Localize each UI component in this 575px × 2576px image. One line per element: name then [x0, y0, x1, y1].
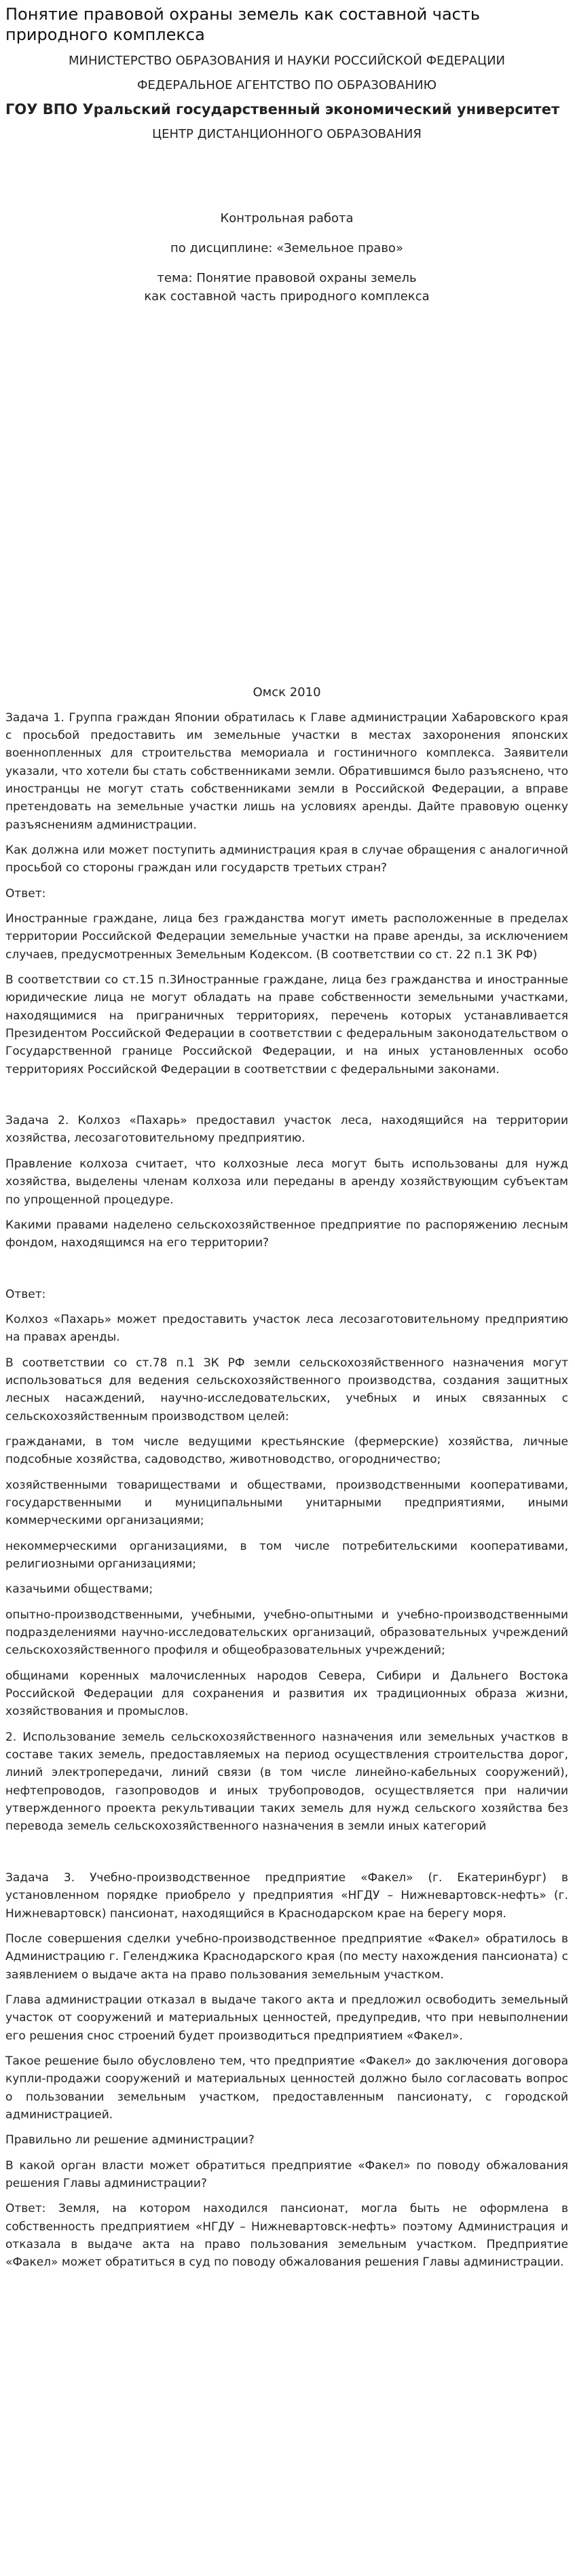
ministry-name: МИНИСТЕРСТВО ОБРАЗОВАНИЯ И НАУКИ РОССИЙСКОЙ ФЕДЕРАЦИИ — [68, 54, 505, 68]
task-3-section — [5, 1869, 568, 2272]
task-2-answer-2: В соответствии со ст.78 п.1 ЗК РФ земли сельскохозяйственного назначения могут использоваться для ведения сельскохозяйственного производства, создания защитных лесных насаждений, научно-исследовательских, учебных и иных связанных с сельскохозяйственным производством целей: — [5, 1356, 568, 1423]
discipline: по дисциплине: «Земельное право» — [170, 240, 403, 255]
topic — [5, 269, 568, 306]
task-2-answer-1: Колхоз «Пахарь» может предоставить участок леса лесозаготовительному предприятию на правах аренды. — [5, 1312, 568, 1345]
task-2-list-item: казачьими обществами; — [5, 1582, 153, 1597]
title-page — [5, 52, 568, 702]
task-2-list-item: некоммерческими организациями, в том числе потребительскими кооперативами, религиозными организациями; — [5, 1539, 568, 1571]
task-1-question: Как должна или может поступить администрация края в случае обращения с аналогичной просьбой со стороны граждан или государств третьих стран? — [5, 843, 568, 875]
task-2-text: Задача 2. Колхоз «Пахарь» предоставил участок леса, находящийся на территории хозяйства, лесозаготовительному предприятию. — [5, 1114, 568, 1146]
task-2-list-item: общинами коренных малочисленных народов Севера, Сибири и Дальнего Востока Российской Федерации для сохранения и развития их традиционных образа жизни, хозяйствования и промыслов. — [5, 1669, 568, 1719]
agency-name: ФЕДЕРАЛЬНОЕ АГЕНТСТВО ПО ОБРАЗОВАНИЮ — [136, 77, 437, 92]
task-3-paragraph: Глава администрации отказал в выдаче такого акта и предложил освободить земельный участок от сооружений и материальных ценностей, предупредив, что при невыполнении его решения снос строений будет производиться предприятием «Факел». — [5, 1993, 568, 2043]
task-2-section — [5, 1112, 568, 1836]
spacer — [5, 1086, 568, 1112]
task-2-list-item: хозяйственными товариществами и обществами, производственными кооперативами, государственными и муниципальными унитарными предприятиями, иными коммерческими организациями; — [5, 1478, 568, 1528]
task-1-answer-2: В соответствии со ст.15 п.3Иностранные граждане, лица без гражданства и иностранные юридические лица не могут обладать на праве собственности земельными участками, находящимися на приграничных территориях, перечень которых устанавливается Президентом Российской Федерации в соответствии с федеральным законодательством о Государственной границе Российской Федерации, и на иных установленных особо территориях Российской Федерации в соответствии с федеральными законами. — [5, 973, 568, 1076]
task-1-section — [5, 709, 568, 1079]
task-3-text: Задача 3. Учебно-производственное предприятие «Факел» (г. Екатеринбург) в установленном порядке приобрело у предприятия «НГДУ – Нижневартовск-нефть» (г. Нижневартовск) пансионат, находящийся в Краснодарском крае на берегу моря. — [5, 1870, 568, 1921]
task-1-text: Задача 1. Группа граждан Японии обратилась к Главе администрации Хабаровского края с просьбой предоставить им земельные участки в местах захоронения японских военнопленных для строительства мемориала и гостиничного комплекса. Заявители указали, что хотели бы стать собственниками земли. Обратившимся было разъяснено, что иностранцы не могут стать собственниками земли в Российской Федерации, а вправе претендовать на земельные участки лишь на условиях аренды. Дайте правовую оценку разъяснениям администрации. — [5, 710, 568, 832]
topic-line-2: как составной часть природного комплекса — [144, 289, 430, 304]
document-title: Понятие правовой охраны земель как составной часть природного комплекса — [5, 5, 480, 44]
city-year: Омск 2010 — [253, 685, 321, 700]
spacer — [5, 1260, 568, 1286]
task-3-question-1: Правильно ли решение администрации? — [5, 2133, 255, 2147]
task-2-list-item: гражданами, в том числе ведущими крестьянские (фермерские) хозяйства, личные подсобные хозяйства, садоводство, животноводство, огородничество; — [5, 1434, 568, 1467]
task-2-question: Какими правами наделено сельскохозяйственное предприятие по распоряжению лесным фондом, находящимся на его территории? — [5, 1218, 568, 1250]
university-name: ГОУ ВПО Уральский государственный экономический университет — [5, 101, 560, 117]
work-title-block — [5, 209, 568, 306]
task-1-answer-1: Иностранные граждане, лица без гражданства могут иметь расположенные в пределах территории Российской Федерации земельные участки на праве аренды, за исключением случаев, предусмотренных Земельным Кодексом. (В соответствии со ст. 22 п.1 ЗК РФ) — [5, 912, 568, 962]
spacer — [5, 1843, 568, 1869]
document-page — [0, 4, 575, 2272]
task-2-list-item: опытно-производственными, учебными, учебно-опытными и учебно-производственными подразделениями научно-исследовательских организаций, образовательных учреждений сельскохозяйственного профиля и общеобразовательных учреждений; — [5, 1608, 568, 1658]
task-3-paragraph: После совершения сделки учебно-производственное предприятие «Факел» обратилось в Администрацию г. Геленджика Краснодарского края (по месту нахождения пансионата) с заявлением о выдаче акта на право пользования земельным участком. — [5, 1931, 568, 1982]
center-name: ЦЕНТР ДИСТАНЦИОННОГО ОБРАЗОВАНИЯ — [152, 127, 422, 142]
task-2-answer-label: Ответ: — [5, 1287, 46, 1301]
task-3-paragraph: Такое решение было обусловлено тем, что предприятие «Факел» до заключения договора купли-продажи сооружений и материальных ценностей должно было согласовать вопрос о пользовании земельным участком, предоставленным пансионату, с городской администрацией. — [5, 2054, 568, 2122]
task-3-answer: Ответ: Земля, на котором находился пансионат, могла быть не оформлена в собственность предприятием «НГДУ – Нижневартовск-нефть» поэтому Администрация и отказала в выдаче акта на право пользования земельным участком. Предприятие «Факел» может обратиться в суд по поводу обжалования решения Главы администрации. — [5, 2202, 568, 2270]
task-2-board-opinion: Правление колхоза считает, что колхозные леса могут быть использованы для нужд хозяйства, выделены членам колхоза или переданы в аренду хозяйствующим субъектам по упрощенной процедуре. — [5, 1157, 568, 1207]
task-3-question-2: В какой орган власти может обратиться предприятие «Факел» по поводу обжалования решения Главы администрации? — [5, 2158, 568, 2190]
topic-line-1: тема: Понятие правовой охраны земель — [157, 270, 417, 285]
task-1-answer-label: Ответ: — [5, 886, 46, 901]
task-2-answer-point-2: 2. Использование земель сельскохозяйственного назначения или земельных участков в составе таких земель, предоставляемых на период осуществления строительства дорог, линий электропередачи, линий связи (в том числе линейно-кабельных сооружений), нефтепроводов, газопроводов и иных трубопроводов, осуществляется при наличии утвержденного проекта рекультивации таких земель для нужд сельского хозяйства без перевода земель сельскохозяйственного назначения в земли иных категорий — [5, 1730, 568, 1834]
work-type: Контрольная работа — [220, 211, 354, 225]
